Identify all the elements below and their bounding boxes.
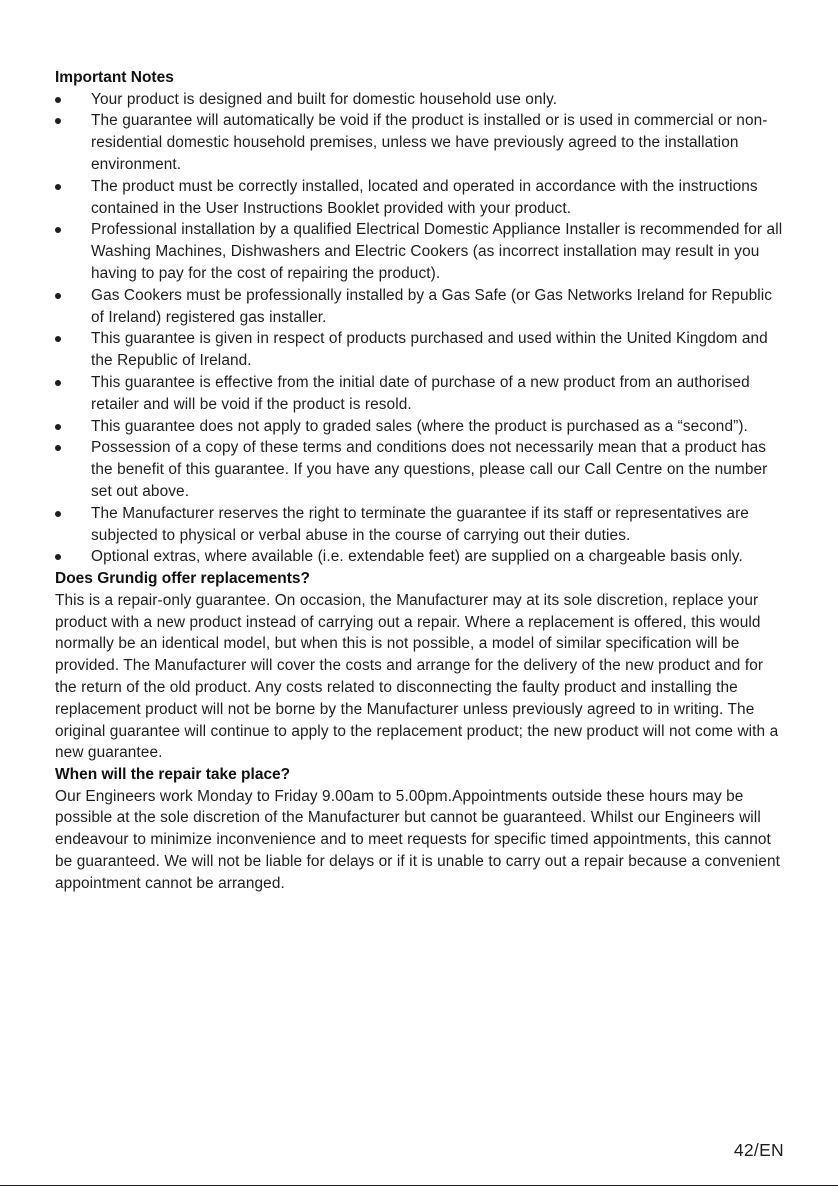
list-item: Gas Cookers must be professionally installed by a Gas Safe (or Gas Networks Ireland for Republic of Ireland) registered gas installer. — [55, 285, 783, 329]
bullet-icon — [55, 97, 61, 103]
bullet-icon — [55, 118, 61, 124]
bullet-icon — [55, 511, 61, 517]
important-notes-heading: Important Notes — [55, 69, 174, 86]
footer-divider — [0, 1185, 838, 1186]
important-notes-list — [55, 89, 783, 569]
replacements-paragraph: This is a repair-only guarantee. On occasion, the Manufacturer may at its sole discretion, replace your product with a new product instead of carrying out a repair. Where a replacement is offered, this would normally be an identical model, but when this is not possible, a model of similar specification will be provided. The Manufacturer will cover the costs and arrange for the delivery of the new product and for the return of the old product. Any costs related to disconnecting the faulty product and installing the replacement product will not be borne by the Manufacturer unless previously agreed to in writing. The original guarantee will continue to apply to the replacement product; the new product will not come with a new guarantee. — [55, 591, 779, 762]
list-item: Possession of a copy of these terms and conditions does not necessarily mean that a product has the benefit of this guarantee. If you have any questions, please call our Call Centre on the number set out above. — [55, 437, 783, 502]
list-item: The guarantee will automatically be void if the product is installed or is used in commercial or non-residential domestic household premises, unless we have previously agreed to the installation environment. — [55, 110, 783, 175]
list-item: The product must be correctly installed, located and operated in accordance with the instructions contained in the User Instructions Booklet provided with your product. — [55, 176, 783, 220]
document-body — [55, 67, 783, 895]
page-number: 42/EN — [733, 1140, 784, 1160]
list-item: The Manufacturer reserves the right to terminate the guarantee if its staff or representatives are subjected to physical or verbal abuse in the course of carrying out their duties. — [55, 503, 783, 547]
list-item: This guarantee is effective from the initial date of purchase of a new product from an authorised retailer and will be void if the product is resold. — [55, 372, 783, 416]
repair-timing-paragraph: Our Engineers work Monday to Friday 9.00am to 5.00pm.Appointments outside these hours may be possible at the sole discretion of the Manufacturer but cannot be guaranteed. Whilst our Engineers will endeavour to minimize inconvenience and to meet requests for specific timed appointments, this cannot be guaranteed. We will not be liable for delays or if it is unable to carry out a repair because a convenient appointment cannot be arranged. — [55, 787, 780, 892]
bullet-icon — [55, 336, 61, 342]
bullet-icon — [55, 227, 61, 233]
list-item: This guarantee does not apply to graded sales (where the product is purchased as a “second”). — [55, 416, 783, 438]
bullet-icon — [55, 445, 61, 451]
bullet-icon — [55, 424, 61, 430]
repair-timing-heading: When will the repair take place? — [55, 766, 291, 784]
replacements-heading: Does Grundig offer replacements? — [55, 570, 310, 588]
list-item: This guarantee is given in respect of products purchased and used within the United Kingdom and the Republic of Ireland. — [55, 328, 783, 372]
list-item: Optional extras, where available (i.e. extendable feet) are supplied on a chargeable basis only. — [55, 546, 783, 568]
bullet-icon — [55, 293, 61, 299]
bullet-icon — [55, 184, 61, 190]
list-item: Professional installation by a qualified Electrical Domestic Appliance Installer is recommended for all Washing Machines, Dishwashers and Electric Cookers (as incorrect installation may result in you having to pay for the cost of repairing the product). — [55, 219, 783, 284]
bullet-icon — [55, 380, 61, 386]
bullet-icon — [55, 554, 61, 560]
list-item: Your product is designed and built for domestic household use only. — [55, 89, 783, 111]
